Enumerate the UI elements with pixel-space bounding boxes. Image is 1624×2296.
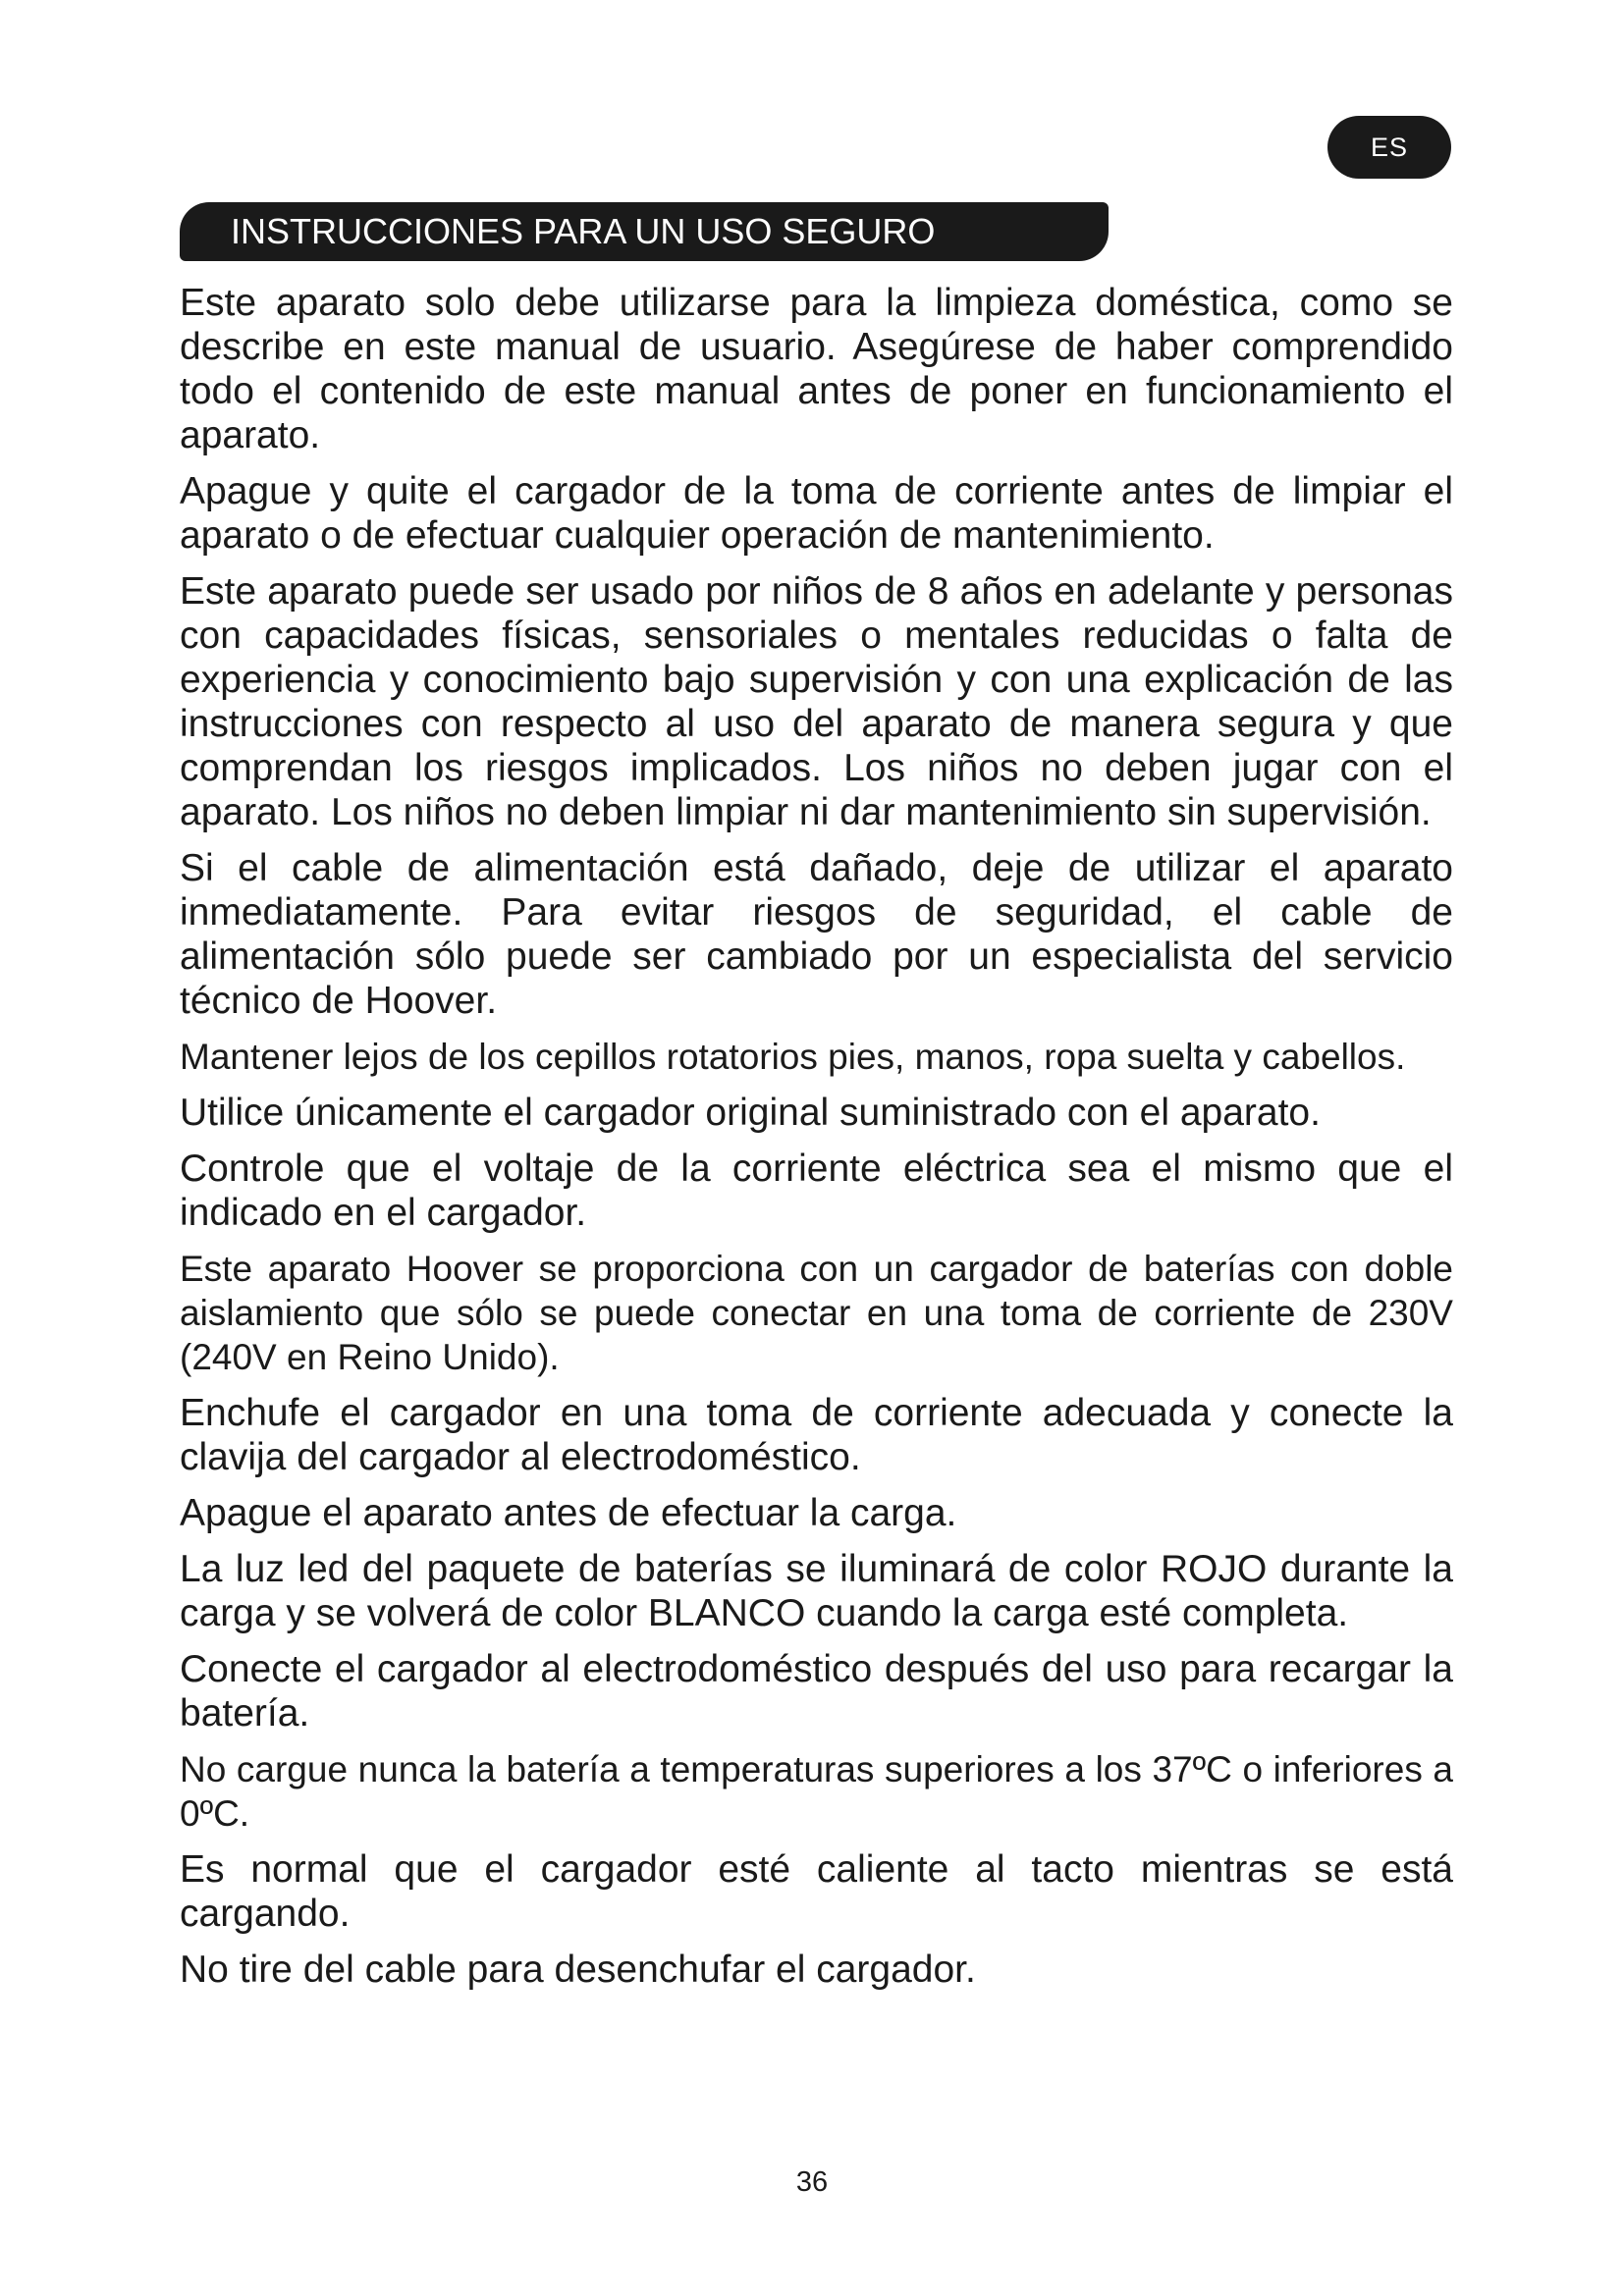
paragraph-do-not-pull-cable: No tire del cable para desenchufar el cargador. — [180, 1949, 976, 1991]
paragraph-led-indicator: La luz led del paquete de baterías se iluminará de color ROJO durante la carga y se volverá de color BLANCO cuando la carga esté completa. — [180, 1548, 1453, 1634]
paragraph-intended-use: Este aparato solo debe utilizarse para la limpieza doméstica, como se describe en este manual de usuario. Asegúrese de haber comprendido todo el contenido de este manual antes de poner en funcionamiento el aparato. — [180, 282, 1453, 456]
section-title: INSTRUCCIONES PARA UN USO SEGURO — [180, 202, 1109, 261]
instructions-body — [180, 281, 1453, 2003]
paragraph-charger-warm: Es normal que el cargador esté caliente al tacto mientras se está cargando. — [180, 1848, 1453, 1935]
paragraph-original-charger: Utilice únicamente el cargador original suministrado con el aparato. — [180, 1092, 1321, 1134]
language-badge: ES — [1327, 116, 1451, 179]
paragraph-double-insulation: Este aparato Hoover se proporciona con un cargador de baterías con doble aislamiento que sólo se puede conectar en una toma de corriente de 230V (240V en Reino Unido). — [180, 1249, 1453, 1377]
paragraph-plug-in-charger: Enchufe el cargador en una toma de corriente adecuada y conecte la clavija del cargador al electrodoméstico. — [180, 1392, 1453, 1478]
paragraph-voltage-check: Controle que el voltaje de la corriente eléctrica sea el mismo que el indicado en el cargador. — [180, 1148, 1453, 1234]
paragraph-recharge-after-use: Conecte el cargador al electrodoméstico después del uso para recargar la batería. — [180, 1648, 1453, 1735]
paragraph-unplug-before-cleaning: Apague y quite el cargador de la toma de corriente antes de limpiar el aparato o de efectuar cualquier operación de mantenimiento. — [180, 470, 1453, 557]
page-number: 36 — [795, 2166, 829, 2198]
paragraph-rotating-brushes: Mantener lejos de los cepillos rotatorios pies, manos, ropa suelta y cabellos. — [180, 1037, 1406, 1077]
paragraph-switch-off-before-charging: Apague el aparato antes de efectuar la carga. — [180, 1492, 957, 1534]
paragraph-children-supervision: Este aparato puede ser usado por niños de 8 años en adelante y personas con capacidades físicas, sensoriales o mentales reducidas o falta de experiencia y conocimiento bajo supervisión y con una explicación de las instrucciones con respecto al uso del aparato de manera segura y que comprendan los riesgos implicados. Los niños no deben jugar con el aparato. Los niños no deben limpiar ni dar mantenimiento sin supervisión. — [180, 570, 1453, 833]
paragraph-damaged-cable: Si el cable de alimentación está dañado, deje de utilizar el aparato inmediatamente. Para evitar riesgos de seguridad, el cable de alimentación sólo puede ser cambiado por un especialista del servicio técnico de Hoover. — [180, 847, 1453, 1022]
paragraph-temperature-limits: No cargue nunca la batería a temperaturas superiores a los 37ºC o inferiores a 0ºC. — [180, 1749, 1453, 1834]
